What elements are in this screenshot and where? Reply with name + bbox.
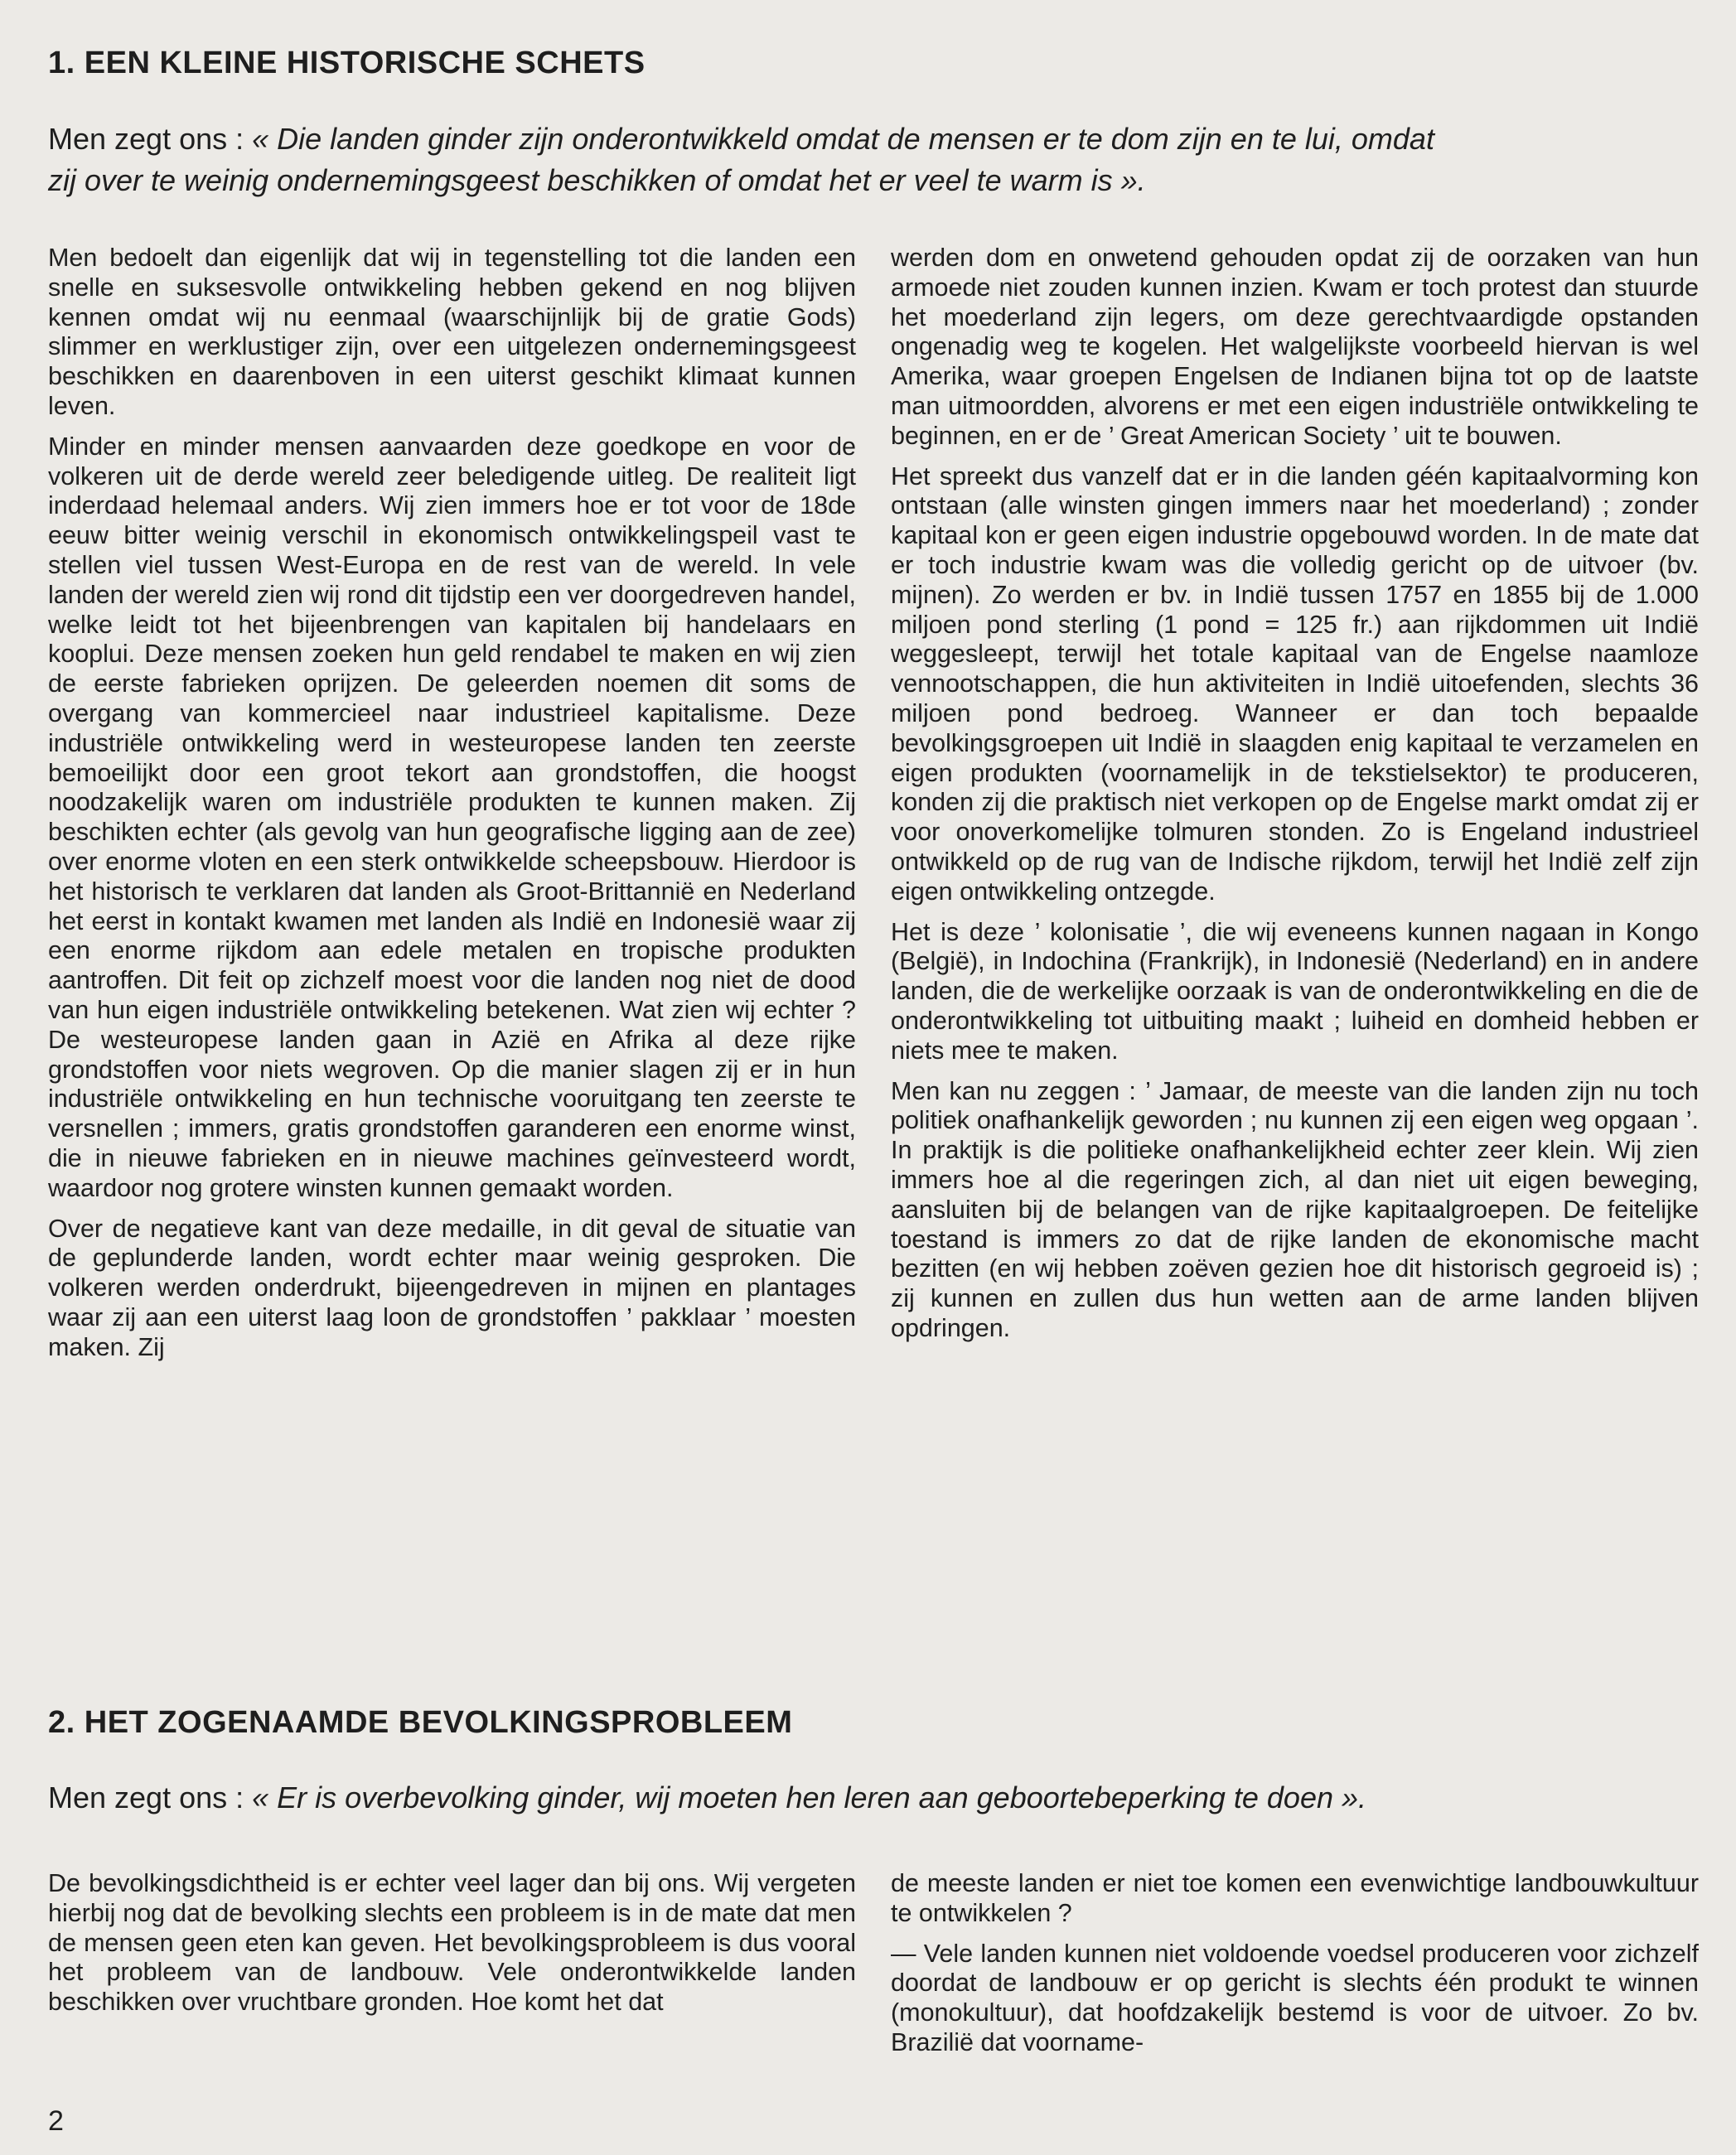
lead-quote: « Er is overbevolking ginder, wij moeten hen leren aan geboortebeperking te doen ». xyxy=(252,1781,1367,1814)
column-right-bottom xyxy=(891,1869,1699,2069)
paragraph: werden dom en onwetend gehouden opdat zij de oorzaken van hun armoede niet zouden kunnen inzien. Kwam er toch protest dan stuurde het moederland zijn legers, om deze gerechtvaardigde opstanden ongenadig weg te kogelen. Het walgelijkste voorbeeld hiervan is wel Amerika, waar groepen Engelsen de Indianen bijna tot op de laatste man uitmoordden, alvorens er met een eigen industriële ontwikkeling te beginnen, en er de ’ Great American Society ’ uit te bouwen. xyxy=(891,244,1699,450)
section-1-lead xyxy=(48,118,1434,201)
section-1-heading: 1. EEN KLEINE HISTORISCHE SCHETS xyxy=(48,46,646,80)
lead-quote-line-2: zij over te weinig ondernemingsgeest beschikken of omdat het er veel te warm is ». xyxy=(48,163,1146,197)
lead-quote-line-1: « Die landen ginder zijn onderontwikkeld omdat de mensen er te dom zijn en te lui, omdat xyxy=(252,122,1434,156)
column-left-bottom xyxy=(48,1869,856,2028)
lead-prefix: Men zegt ons : xyxy=(48,122,253,156)
column-left xyxy=(48,244,856,1373)
section-2-lead xyxy=(48,1777,1366,1819)
page-number: 2 xyxy=(48,2105,64,2137)
paragraph: — Vele landen kunnen niet voldoende voedsel produceren voor zichzelf doordat de landbouw er op gericht is slechts één produkt te winnen (monokultuur), dat hoofdzakelijk bestemd is voor de uitvoer. Zo bv. Brazilië dat voorname- xyxy=(891,1939,1699,2056)
paragraph: Men kan nu zeggen : ’ Jamaar, de meeste van die landen zijn nu toch politiek onafhankelijk geworden ; nu kunnen zij een eigen weg opgaan ’. In praktijk is die politieke onafhankelijkheid echter zeer klein. Wij zien immers hoe al die regeringen zich, al dan niet uit eigen beweging, aansluiten bij de belangen van de rijke kapitaalgroepen. De feitelijke toestand is immers zo dat de rijke landen de ekonomische macht bezitten (en wij hebben zoëven gezien hoe dit historisch gegroeid is) ; zij kunnen en zullen dus hun wetten aan de arme landen blijven opdringen. xyxy=(891,1076,1699,1342)
paragraph: Minder en minder mensen aanvaarden deze goedkope en voor de volkeren uit de derde wereld zeer beledigende uitleg. De realiteit ligt inderdaad helemaal anders. Wij zien immers hoe er tot voor de 18de eeuw bitter weinig verschil in ekonomisch ontwikkelingspeil vast te stellen viel tussen West-Europa en de rest van de wereld. In vele landen der wereld zien wij rond dit tijdstip een ver doorgedreven handel, welke leidt tot het bijeenbrengen van kapitalen bij handelaars en kooplui. Deze mensen zoeken hun geld rendabel te maken en wij zien de eerste fabrieken oprijzen. De geleerden noemen dit soms de overgang van kommercieel naar industrieel kapitalisme. Deze industriële ontwikkeling werd in westeuropese landen ten zeerste bemoeilijkt door een groot tekort aan grondstoffen, die hoogst noodzakelijk waren om industriële produkten te kunnen maken. Zij beschikten echter (als gevolg van hun geografische ligging aan de zee) over enorme vloten en een sterk ontwikkelde scheepsbouw. Hierdoor is het historisch te verklaren dat landen als Groot-Brittannië en Nederland het eerst in kontakt kwamen met landen als Indië en Indonesië waar zij een enorme rijkdom aan edele metalen en tropische produkten aantroffen. Dit feit op zichzelf moest voor die landen nog niet de dood van hun eigen industriële ontwikkeling betekenen. Wat zien wij echter ? De westeuropese landen gaan in Azië en Afrika al deze rijke grondstoffen voor niets wegroven. Op die manier slagen zij er in hun industriële ontwikkeling en hun technische vooruitgang ten zeerste te versnellen ; immers, gratis grondstoffen garanderen een enorme winst, die in nieuwe fabrieken en in nieuwe machines geïnvesteerd wordt, waardoor nog grotere winsten kunnen gemaakt worden. xyxy=(48,432,856,1202)
section-2-heading: 2. HET ZOGENAAMDE BEVOLKINGSPROBLEEM xyxy=(48,1705,793,1740)
paragraph: Over de negatieve kant van deze medaille, in dit geval de situatie van de geplunderde landen, wordt echter maar weinig gesproken. Die volkeren werden onderdrukt, bijeengedreven in mijnen en plantages waar zij aan een uiterst laag loon de grondstoffen ’ pakklaar ’ moesten maken. Zij xyxy=(48,1214,856,1361)
paragraph: Het spreekt dus vanzelf dat er in die landen géén kapitaalvorming kon ontstaan (alle winsten gingen immers naar het moederland) ; zonder kapitaal kon er geen eigen industrie opgebouwd worden. In de mate dat er toch industrie kwam was die volledig gericht op de uitvoer (bv. mijnen). Zo werden er bv. in Indië tussen 1757 en 1855 bij de 1.000 miljoen pond sterling (1 pond = 125 fr.) aan rijkdommen uit Indië weggesleept, terwijl het totale kapitaal van de Engelse naamloze vennootschappen, die hun aktiviteiten in Indië uitoefenden, slechts 36 miljoen pond bedroeg. Wanneer er dan toch bepaalde bevolkingsgroepen uit Indië in slaagden enig kapitaal te verzamelen en eigen produkten (voornamelijk in de tekstielsektor) te produceren, konden zij die praktisch niet verkopen op de Engelse markt omdat zij er voor onoverkomelijke tolmuren stonden. Zo is Engeland industrieel ontwikkeld op de rug van de Indische rijkdom, terwijl het Indië zelf zijn eigen ontwikkeling ontzegde. xyxy=(891,461,1699,906)
paragraph: De bevolkingsdichtheid is er echter veel lager dan bij ons. Wij vergeten hierbij nog dat de bevolking slechts een probleem is in de mate dat men de mensen geen eten kan geven. Het bevolkingsprobleem is dus vooral het probleem van de landbouw. Vele onderontwikkelde landen beschikken over vruchtbare gronden. Hoe komt het dat xyxy=(48,1869,856,2017)
paragraph: Men bedoelt dan eigenlijk dat wij in tegenstelling tot die landen een snelle en suksesvolle ontwikkeling hebben gekend en nog blijven kennen omdat wij nu eenmaal (waarschijnlijk bij de gratie Gods) slimmer en werklustiger zijn, over een uitgelezen ondernemingsgeest beschikken en daarenboven in een uiterst geschikt klimaat kunnen leven. xyxy=(48,244,856,420)
paragraph: Het is deze ’ kolonisatie ’, die wij eveneens kunnen nagaan in Kongo (België), in Indochina (Frankrijk), in Indonesië (Nederland) en in andere landen, die de werkelijke oorzaak is van de onderontwikkeling en die de onderontwikkeling tot uitbuiting maakt ; luiheid en domheid hebben er niets mee te maken. xyxy=(891,917,1699,1065)
lead-prefix: Men zegt ons : xyxy=(48,1781,253,1814)
column-right xyxy=(891,244,1699,1355)
paragraph: de meeste landen er niet toe komen een evenwichtige landbouwkultuur te ontwikkelen ? xyxy=(891,1869,1699,1927)
